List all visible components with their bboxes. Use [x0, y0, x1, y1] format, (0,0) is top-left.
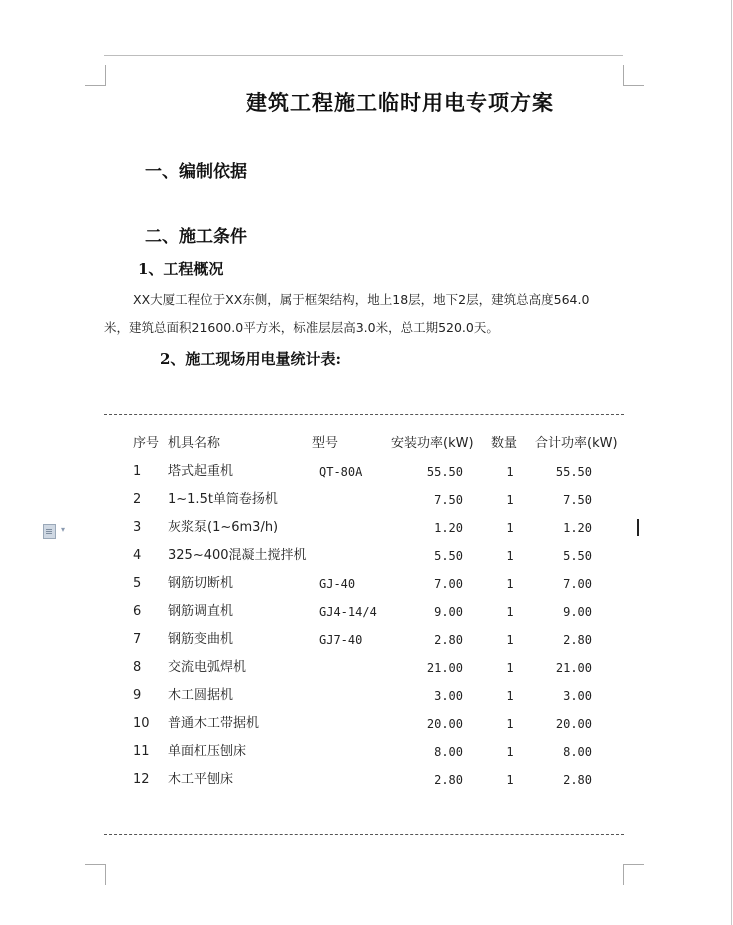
cell-installed-power: 21.00	[426, 661, 463, 675]
chevron-down-icon[interactable]: ▾	[61, 525, 66, 534]
overview-line-2: 米，建筑总面积21600.0平方米，标准层层高3.0米，总工期520.0天。	[104, 320, 499, 335]
cell-name: 灰浆泵(1~6m3/h)	[168, 520, 279, 535]
cell-seq: 5	[133, 576, 142, 591]
cell-name: 325~400混凝土搅拌机	[168, 548, 307, 563]
header-name: 机具名称	[168, 436, 221, 451]
header-quantity: 数量	[491, 436, 518, 451]
cell-quantity: 1	[506, 633, 514, 647]
table-row	[0, 626, 733, 654]
heading-basis: 一、编制依据	[145, 162, 247, 182]
subheading-overview: 1、工程概况	[138, 260, 224, 278]
cell-quantity: 1	[506, 521, 514, 535]
cell-total-power: 9.00	[563, 605, 592, 619]
cell-quantity: 1	[506, 605, 514, 619]
cell-installed-power: 7.00	[434, 577, 463, 591]
cell-installed-power: 2.80	[434, 773, 463, 787]
table-row	[0, 598, 733, 626]
cell-seq: 12	[133, 772, 150, 787]
table-bottom-dashed-rule	[104, 834, 624, 835]
cell-quantity: 1	[506, 689, 514, 703]
cell-seq: 1	[133, 464, 142, 479]
cell-quantity: 1	[506, 661, 514, 675]
cell-quantity: 1	[506, 577, 514, 591]
cell-model: GJ4-14/4	[319, 605, 377, 619]
table-row	[0, 682, 733, 710]
cell-name: 钢筋变曲机	[168, 632, 234, 647]
table-header-row	[0, 430, 733, 458]
cell-total-power: 21.00	[555, 661, 592, 675]
cell-quantity: 1	[506, 465, 514, 479]
margin-corner-top-right	[623, 65, 644, 86]
cell-installed-power: 3.00	[434, 689, 463, 703]
cell-installed-power: 1.20	[434, 521, 463, 535]
cell-quantity: 1	[506, 717, 514, 731]
cell-installed-power: 7.50	[434, 493, 463, 507]
cell-name: 木工平刨床	[168, 772, 234, 787]
table-row	[0, 654, 733, 682]
text-cursor	[637, 519, 639, 536]
margin-corner-bottom-right	[623, 864, 644, 885]
cell-total-power: 20.00	[555, 717, 592, 731]
cell-total-power: 7.50	[563, 493, 592, 507]
header-installed-power: 安装功率(kW)	[391, 436, 474, 451]
cell-total-power: 3.00	[563, 689, 592, 703]
cell-total-power: 2.80	[563, 773, 592, 787]
cell-model: GJ7-40	[319, 633, 363, 647]
header-seq: 序号	[133, 436, 160, 451]
cell-seq: 10	[133, 716, 150, 731]
header-model: 型号	[312, 436, 339, 451]
cell-total-power: 2.80	[563, 633, 592, 647]
heading-conditions: 二、施工条件	[145, 227, 247, 247]
cell-name: 塔式起重机	[168, 464, 234, 479]
document-icon[interactable]	[43, 524, 56, 539]
subheading-power-table: 2、施工现场用电量统计表:	[160, 350, 341, 368]
margin-corner-top-left	[85, 65, 106, 86]
header-rule	[104, 55, 623, 56]
cell-quantity: 1	[506, 745, 514, 759]
cell-seq: 7	[133, 632, 142, 647]
table-row	[0, 766, 733, 794]
cell-total-power: 8.00	[563, 745, 592, 759]
margin-corner-bottom-left	[85, 864, 106, 885]
cell-total-power: 5.50	[563, 549, 592, 563]
cell-seq: 11	[133, 744, 150, 759]
cell-model: GJ-40	[319, 577, 356, 591]
cell-installed-power: 55.50	[426, 465, 463, 479]
cell-installed-power: 5.50	[434, 549, 463, 563]
cell-name: 单面杠压刨床	[168, 744, 247, 759]
header-total-power: 合计功率(kW)	[535, 436, 618, 451]
cell-model: QT-80A	[319, 465, 363, 479]
overview-line-1: XX大厦工程位于XX东侧，属于框架结构，地上18层，地下2层，建筑总高度564.0	[133, 292, 590, 307]
cell-total-power: 7.00	[563, 577, 592, 591]
cell-name: 木工圆据机	[168, 688, 234, 703]
table-row	[0, 486, 733, 514]
cell-quantity: 1	[506, 773, 514, 787]
cell-installed-power: 8.00	[434, 745, 463, 759]
cell-installed-power: 9.00	[434, 605, 463, 619]
table-row	[0, 458, 733, 486]
cell-seq: 8	[133, 660, 142, 675]
cell-seq: 2	[133, 492, 142, 507]
document-title: 建筑工程施工临时用电专项方案	[246, 90, 554, 115]
cell-name: 1~1.5t单筒卷扬机	[168, 492, 278, 507]
cell-installed-power: 20.00	[426, 717, 463, 731]
table-row	[0, 738, 733, 766]
table-top-dashed-rule	[104, 414, 624, 415]
cell-total-power: 1.20	[563, 521, 592, 535]
cell-name: 普通木工带据机	[168, 716, 260, 731]
table-row	[0, 514, 733, 542]
cell-seq: 6	[133, 604, 142, 619]
cell-name: 钢筋调直机	[168, 604, 234, 619]
cell-quantity: 1	[506, 549, 514, 563]
cell-seq: 9	[133, 688, 142, 703]
cell-seq: 4	[133, 548, 142, 563]
cell-quantity: 1	[506, 493, 514, 507]
cell-installed-power: 2.80	[434, 633, 463, 647]
table-row	[0, 710, 733, 738]
cell-total-power: 55.50	[555, 465, 592, 479]
cell-seq: 3	[133, 520, 142, 535]
cell-name: 钢筋切断机	[168, 576, 234, 591]
cell-name: 交流电弧焊机	[168, 660, 247, 675]
table-row	[0, 542, 733, 570]
table-row	[0, 570, 733, 598]
